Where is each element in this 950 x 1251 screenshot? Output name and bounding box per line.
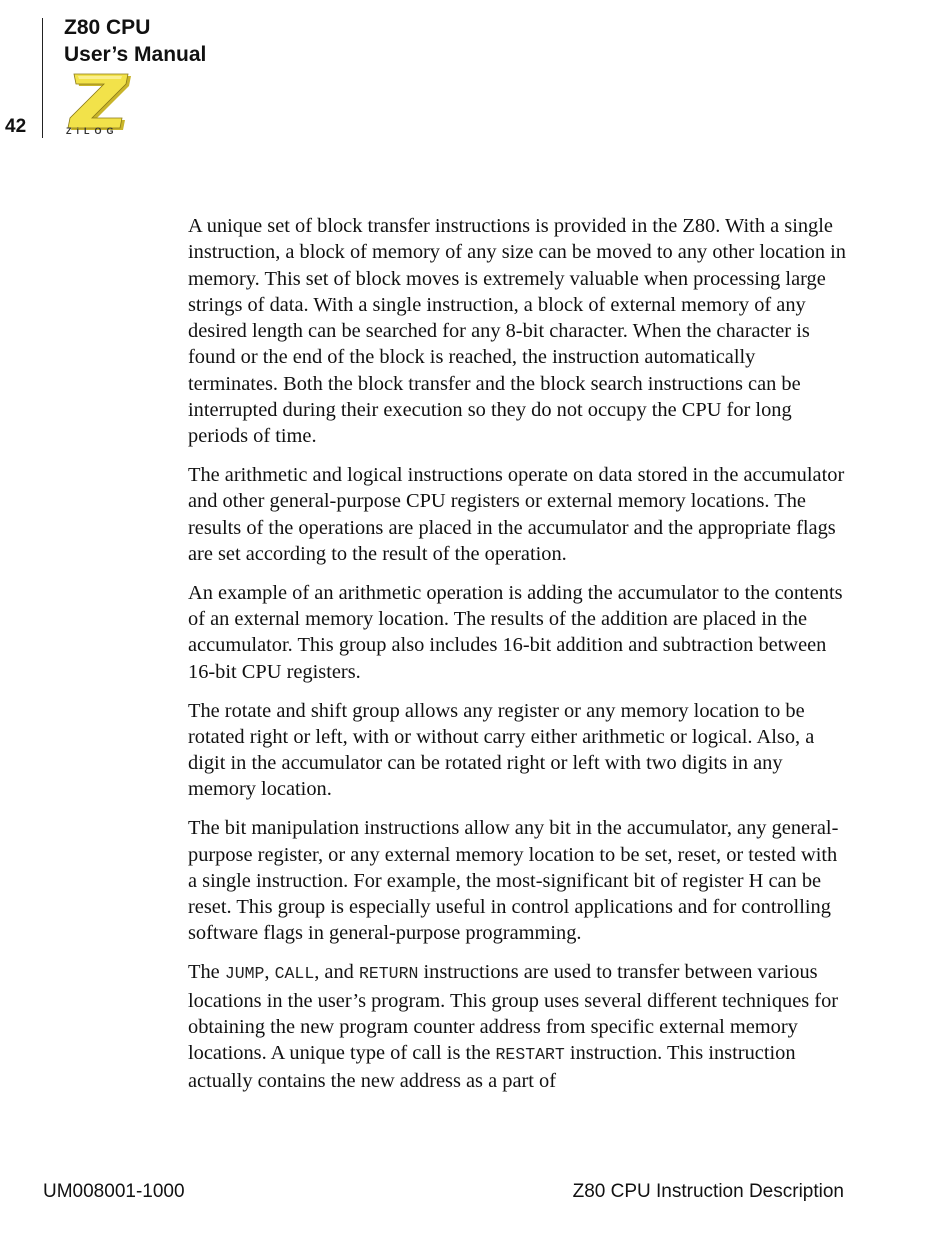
zilog-wordmark: ZiLOG — [66, 126, 119, 136]
paragraph-bit-manipulation: The bit manipulation instructions allow any bit in the accumulator, any general-purpose register, or any external memory location to be set, reset, or tested with a single instruction. For example, the most-significant bit of register H can be reset. This group is especially useful in control applications and for controlling software flags in general-purpose programming. — [188, 817, 839, 945]
code-return: RETURN — [358, 964, 419, 984]
body-text — [188, 213, 848, 1107]
header-divider — [42, 18, 43, 138]
text-run: instructions are used to transfer between various locations in the user’s program. This group uses several different techniques for obtaining the new program counter address from specific external memory locations. A unique type of call is the — [188, 961, 839, 1065]
page-number: 42 — [5, 116, 27, 137]
text-run: , — [264, 961, 275, 984]
paragraph-block-transfer: A unique set of block transfer instructions is provided in the Z80. With a single instruction, a block of memory of any size can be moved to any other location in memory. This set of block moves is extremely valuable when processing large strings of data. With a single instruction, a block of external memory of any desired length can be searched for any 8-bit character. When the character is found or the end of the block is reached, the instruction automatically terminates. Both the block transfer and the block search instructions can be interrupted during their execution so they do not occupy the CPU for long periods of time. — [188, 215, 846, 448]
footer-section-title: Z80 CPU Instruction Description — [572, 1181, 844, 1202]
text-run: , and — [314, 961, 359, 984]
header-title-line1: Z80 CPU — [64, 16, 151, 39]
paragraph-arithmetic-example: An example of an arithmetic operation is adding the accumulator to the contents of an external memory location. The results of the addition are placed in the accumulator. This group also includes 16-bit addition and subtraction between 16-bit CPU registers. — [188, 581, 843, 683]
code-jump: JUMP — [224, 964, 265, 984]
code-restart: RESTART — [495, 1045, 565, 1065]
running-header — [64, 14, 206, 68]
footer-document-id: UM008001-1000 — [43, 1181, 185, 1202]
code-call: CALL — [274, 964, 315, 984]
paragraph-arithmetic-logical: The arithmetic and logical instructions operate on data stored in the accumulator and other general-purpose CPU registers or external memory locations. The results of the operations are placed in the accumulator and the appropriate flags are set according to the result of the operation. — [188, 464, 845, 566]
paragraph-jump-call-return — [188, 959, 848, 1094]
paragraph-rotate-shift: The rotate and shift group allows any register or any memory location to be rotated right or left, with or without carry either arithmetic or logical. Also, a digit in the accumulator can be rotated right or left with two digits in any memory location. — [188, 699, 815, 801]
text-run: instruction. This instruction actually contains the new address as a part of — [188, 1042, 796, 1093]
text-run: The — [188, 961, 225, 984]
header-title-line2: User’s Manual — [64, 43, 207, 66]
